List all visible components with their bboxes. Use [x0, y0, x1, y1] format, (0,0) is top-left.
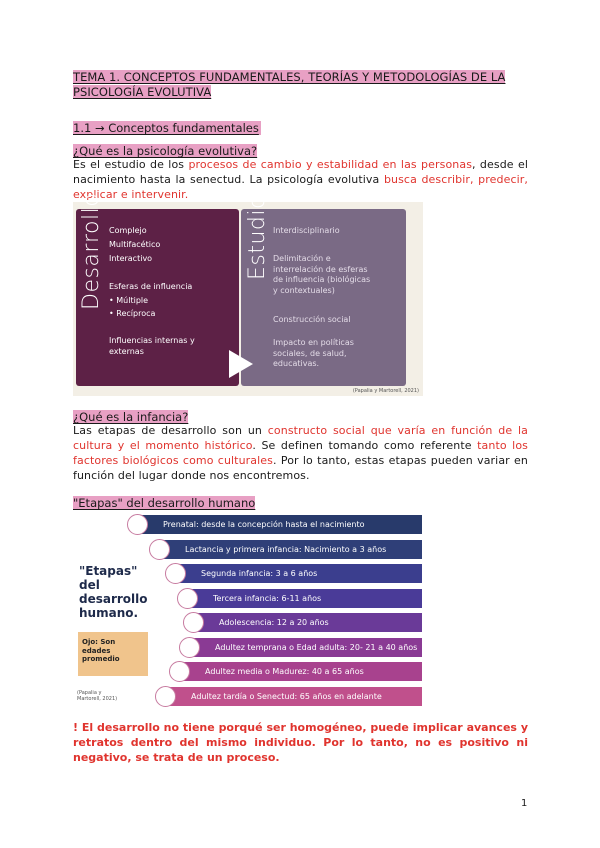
stage-bar: Segunda infancia: 3 a 6 años: [175, 564, 422, 583]
document-title: [73, 70, 528, 100]
desarrollo-item: Multifacético: [109, 240, 161, 249]
paragraph-psicologia: Es el estudio de los procesos de cambio y estabilidad en las personas, desde el nacimiento hasta la senectud. La psicología evolutiva busca describir, predecir, explicar e intervenir.: [73, 158, 528, 201]
stage-circle-icon: [179, 637, 200, 658]
stages-heading: "Etapas" del desarrollo humano: [73, 496, 256, 510]
average-ages-note: Ojo: Son edades promedio: [78, 632, 148, 676]
stage-bar: Adolescencia: 12 a 20 años: [193, 613, 422, 632]
section-heading: 1.1 → Conceptos fundamentales: [73, 121, 259, 135]
desarrollo-item: Influencias internas y externas: [109, 336, 195, 356]
estudio-item: Construcción social: [273, 315, 351, 324]
stage-bar: Tercera infancia: 6-11 años: [187, 589, 422, 608]
estudio-item: Delimitación e interrelación de esferas de influencia (biológicas y contextuales): [273, 254, 371, 295]
question-heading-psicologia: ¿Qué es la psicología evolutiva?: [73, 144, 258, 158]
diagram-credit: (Papalia y Martorell, 2021): [352, 388, 419, 394]
stage-circle-icon: [155, 686, 176, 707]
stage-circle-icon: [183, 612, 204, 633]
estudio-item: Interdisciplinario: [273, 226, 340, 235]
influence-bullet: • Recíproca: [109, 309, 156, 318]
desarrollo-label: Desarrollo: [79, 192, 104, 310]
stage-bar: Lactancia y primera infancia: Nacimiento a 3 años: [159, 540, 422, 559]
title-text: CONCEPTOS FUNDAMENTALES, TEORÍAS Y METODOLOGÍAS DE LA PSICOLOGÍA EVOLUTIVA: [73, 70, 506, 99]
title-number: TEMA 1.: [73, 70, 121, 84]
warning-note: ! El desarrollo no tiene porqué ser homogéneo, puede implicar avances y retratos dentro del mismo individuo. Por lo tanto, no es positivo ni negativo, se trata de un proceso.: [73, 721, 528, 764]
etapas-credit: (Papalia y Martorell, 2021): [77, 690, 118, 702]
question-heading-infancia: ¿Qué es la infancia?: [73, 410, 189, 424]
stage-circle-icon: [177, 588, 198, 609]
desarrollo-estudio-diagram: [73, 192, 423, 396]
stage-bar: Adultez temprana o Edad adulta: 20- 21 a 40 años: [189, 638, 422, 657]
paragraph-infancia: Las etapas de desarrollo son un constructo social que varía en función de la cultura y el momento histórico. Se definen tomando como referente tanto los factores biológicos como culturales. Por lo tanto, estas etapas pueden variar en función del lugar donde nos encontremos.: [73, 424, 528, 482]
influence-bullet: • Múltiple: [109, 296, 149, 305]
stage-circle-icon: [165, 563, 186, 584]
stage-circle-icon: [169, 661, 190, 682]
stage-bar: Adultez media o Madurez: 40 a 65 años: [179, 662, 422, 681]
estudio-label: Estudio: [245, 195, 270, 280]
stage-bar: Prenatal: desde la concepción hasta el nacimiento: [137, 515, 422, 534]
desarrollo-item: Interactivo: [109, 254, 153, 263]
stage-circle-icon: [127, 514, 148, 535]
estudio-item: Impacto en políticas sociales, de salud, educativas.: [273, 338, 354, 368]
arrow-icon: [229, 350, 253, 378]
page-number: 1: [521, 798, 528, 809]
stage-circle-icon: [149, 539, 170, 560]
stage-bar: Adultez tardía o Senectud: 65 años en adelante: [165, 687, 422, 706]
etapas-diagram: [73, 512, 423, 708]
influence-title: Esferas de influencia: [109, 282, 193, 291]
desarrollo-item: Complejo: [109, 226, 147, 235]
etapas-diagram-title: "Etapas" del desarrollo humano.: [79, 564, 148, 620]
